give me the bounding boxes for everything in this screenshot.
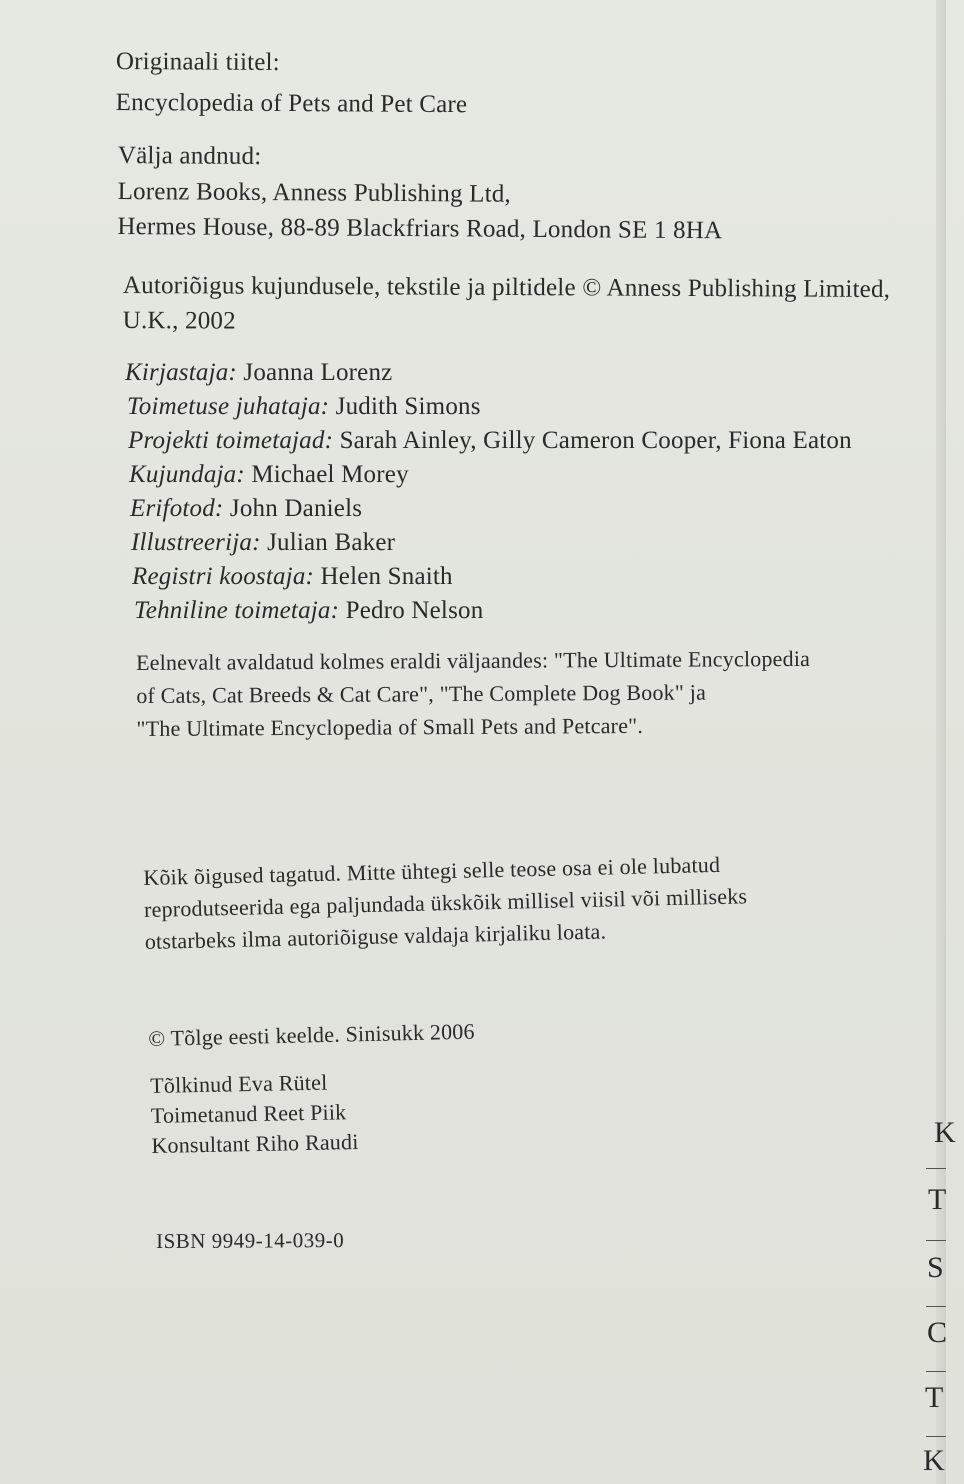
edge-rule bbox=[926, 1436, 946, 1437]
original-title-block bbox=[116, 44, 468, 122]
credit-name: Judith Simons bbox=[335, 393, 481, 420]
rights-block bbox=[143, 848, 748, 958]
credit-row bbox=[128, 424, 852, 458]
translation-credits-block bbox=[150, 1067, 359, 1161]
credit-row bbox=[131, 526, 852, 560]
credit-role: Erifotod: bbox=[130, 495, 224, 522]
credit-row bbox=[129, 458, 852, 492]
copyright-block bbox=[123, 268, 891, 342]
edge-rule bbox=[926, 1168, 946, 1169]
edge-rule bbox=[926, 1306, 946, 1307]
publisher-line-1: Lorenz Books, Anness Publishing Ltd, bbox=[117, 177, 512, 208]
previously-published-line-3: "The Ultimate Encyclopedia of Small Pets and Petcare". bbox=[136, 712, 644, 741]
edge-letter: K bbox=[934, 1116, 956, 1149]
publisher-block bbox=[117, 138, 723, 248]
original-title-label: Originaali tiitel: bbox=[115, 47, 280, 77]
credit-role: Projekti toimetajad: bbox=[128, 427, 334, 454]
publisher-line-2: Hermes House, 88-89 Blackfriars Road, London SE 1 8HA bbox=[117, 212, 723, 245]
copyright-line-1: Autoriõigus kujundusele, tekstile ja piltidele © Anness Publishing Limited, bbox=[122, 271, 891, 304]
credit-role: Registri koostaja: bbox=[132, 563, 315, 590]
credit-row bbox=[134, 594, 852, 628]
rights-line-1: Kõik õigused tagatud. Mitte ühtegi selle teose osa ei ole lubatud bbox=[143, 851, 721, 890]
credit-name: Michael Morey bbox=[251, 461, 409, 488]
edge-rule bbox=[926, 1371, 946, 1372]
rights-line-2: reprodutseerida ega paljundada ükskõik millisel viisil või milliseks bbox=[143, 883, 748, 922]
credit-name: Julian Baker bbox=[267, 529, 396, 556]
credit-role: Illustreerija: bbox=[131, 529, 261, 556]
credit-name: Pedro Nelson bbox=[345, 597, 484, 624]
edge-letter: S bbox=[927, 1251, 944, 1284]
isbn-text: ISBN 9949-14-039-0 bbox=[156, 1228, 345, 1253]
consultant-line: Konsultant Riho Raudi bbox=[151, 1129, 359, 1158]
edge-rule bbox=[926, 1240, 946, 1241]
rights-line-3: otstarbeks ilma autoriõiguse valdaja kirjaliku loata. bbox=[144, 918, 607, 954]
edge-letter: T bbox=[925, 1381, 944, 1414]
credit-row bbox=[132, 560, 852, 594]
credit-name: Helen Snaith bbox=[320, 563, 453, 590]
translator-line: Tõlkinud Eva Rütel bbox=[150, 1069, 328, 1098]
credit-name: Joanna Lorenz bbox=[243, 359, 393, 386]
original-title-value: Encyclopedia of Pets and Pet Care bbox=[115, 88, 468, 119]
edge-letter: C bbox=[927, 1316, 948, 1349]
credit-row bbox=[125, 356, 852, 390]
translation-copyright bbox=[148, 1016, 475, 1054]
translation-copyright-text: © Tõlge eesti keelde. Sinisukk 2006 bbox=[148, 1018, 475, 1051]
credit-role: Kirjastaja: bbox=[125, 359, 237, 386]
credit-role: Kujundaja: bbox=[129, 461, 245, 488]
previously-published-line-2: of Cats, Cat Breeds & Cat Care", "The Complete Dog Book" ja bbox=[136, 679, 707, 708]
copyright-line-2: U.K., 2002 bbox=[122, 306, 236, 335]
previously-published-line-1: Eelnevalt avaldatud kolmes eraldi väljaandes: "The Ultimate Encyclopedia bbox=[136, 645, 811, 675]
credits-block bbox=[125, 356, 852, 628]
credit-name: Sarah Ainley, Gilly Cameron Cooper, Fiona Eaton bbox=[339, 427, 852, 454]
editor-line: Toimetanud Reet Piik bbox=[150, 1099, 347, 1128]
credit-role: Toimetuse juhataja: bbox=[127, 393, 330, 420]
previously-published-block bbox=[136, 642, 811, 745]
isbn bbox=[156, 1223, 344, 1259]
credit-row bbox=[130, 492, 852, 526]
edge-letter: K bbox=[923, 1444, 945, 1477]
edge-letter: T bbox=[928, 1183, 947, 1216]
credit-role: Tehniline toimetaja: bbox=[134, 597, 340, 624]
credit-name: John Daniels bbox=[229, 495, 363, 522]
publisher-label: Välja andnud: bbox=[117, 141, 262, 171]
credit-row bbox=[127, 390, 852, 424]
